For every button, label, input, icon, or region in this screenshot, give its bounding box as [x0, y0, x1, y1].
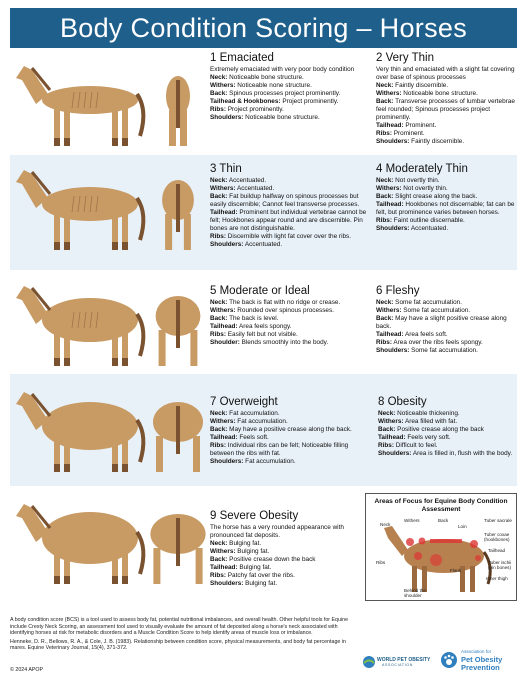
criterion-text: Prominent. — [391, 130, 425, 137]
criterion-label: Withers: — [210, 418, 236, 425]
label-tuber-ischii: Tuber ischii (pin bones) — [488, 560, 512, 570]
horse-rear-leg — [169, 110, 176, 146]
score-5 — [210, 285, 370, 347]
criterion-label: Neck: — [210, 74, 228, 81]
score-3 — [210, 163, 370, 249]
criterion — [210, 193, 370, 209]
score-6 — [376, 285, 519, 355]
criterion-label: Tailhead: — [376, 331, 404, 338]
criterion-label: Shoulders: — [210, 580, 244, 587]
criterion — [210, 556, 360, 564]
horse-hoof — [122, 242, 128, 250]
globe-icon — [362, 655, 376, 669]
score-8 — [378, 396, 519, 458]
criterion-text: Fat accumulation. — [235, 418, 288, 425]
criterion-label: Shoulders: — [376, 347, 410, 354]
criterion-label: Tailhead: — [376, 122, 404, 129]
criterion-label: Neck: — [376, 177, 394, 184]
criterion — [376, 193, 519, 201]
criterion-text: Project prominently. — [280, 98, 339, 105]
diagram-title: Areas of Focus for Equine Body Condition Assessment — [374, 498, 508, 513]
criterion-label: Ribs: — [210, 442, 226, 449]
score-9 — [210, 510, 360, 588]
horse-hoof — [112, 242, 118, 250]
wpoa-subname: ASSOCIATION — [382, 663, 413, 667]
horse-hoof — [122, 358, 128, 366]
horse-rear-leg — [153, 548, 160, 584]
criterion — [210, 564, 360, 572]
criterion-text: Fat accumulation. — [227, 410, 280, 417]
horse-hoof — [54, 358, 60, 366]
criterion — [376, 185, 519, 193]
criterion — [376, 177, 519, 185]
criterion-label: Back: — [210, 90, 228, 97]
label-loin: Loin — [458, 524, 467, 529]
criterion-text: May have a slight positive crease along back. — [376, 315, 507, 330]
score-title: 3 Thin — [210, 163, 242, 175]
criterion — [376, 299, 519, 307]
score-4 — [376, 163, 519, 233]
horse-rear-leg — [159, 330, 166, 366]
criterion — [376, 201, 519, 217]
criteria-list — [210, 74, 368, 122]
criterion — [210, 339, 370, 347]
criterion-text: Faint outline discernable. — [391, 217, 465, 224]
criterion-label: Tailhead: — [210, 209, 238, 216]
label-tuber-sacrale: Tuber sacrale — [484, 518, 512, 523]
criterion-text: Slight crease along the back. — [393, 193, 478, 200]
criterion-text: Project prominently. — [225, 106, 284, 113]
criterion — [210, 90, 368, 98]
criterion-label: Tailhead & Hookbones: — [210, 98, 281, 105]
criterion-label: Tailhead: — [378, 434, 406, 441]
criterion-label: Withers: — [210, 307, 236, 314]
horse-hoof — [64, 464, 70, 472]
criterion — [376, 217, 519, 225]
criterion-label: Tailhead: — [210, 434, 238, 441]
criterion-label: Back: — [210, 426, 228, 433]
criterion-label: Shoulders: — [210, 241, 244, 248]
horse-rear-leg — [184, 214, 191, 250]
label-ribs: Ribs — [376, 560, 386, 565]
criterion-label: Neck: — [210, 540, 228, 547]
criterion-label: Ribs: — [376, 339, 392, 346]
criterion-label: Withers: — [376, 185, 402, 192]
criterion-text: Feels very soft. — [405, 434, 451, 441]
criterion — [210, 185, 370, 193]
criterion-label: Ribs: — [378, 442, 394, 449]
score-intro: The horse has a very rounded appearance with pronounced fat deposits. — [210, 524, 344, 539]
score-1 — [210, 52, 368, 122]
criterion-text: Some fat accumulation. — [409, 347, 478, 354]
criterion — [376, 90, 519, 98]
criterion — [378, 410, 519, 418]
criterion — [376, 315, 519, 331]
criterion-label: Tailhead: — [376, 201, 404, 208]
apop-name-1: Pet Obesity — [461, 655, 503, 664]
criterion-text: Difficult to feel. — [393, 442, 438, 449]
criteria-list — [210, 540, 360, 588]
score-title: 9 Severe Obesity — [210, 510, 299, 522]
criterion-text: The back is level. — [227, 315, 279, 322]
criterion — [210, 177, 370, 185]
criterion-label: Shoulders: — [376, 225, 410, 232]
criterion-text: Hookbones not discernable; fat can be felt, but prominence varies between horses. — [376, 201, 515, 216]
criteria-list — [376, 177, 519, 233]
criterion — [376, 130, 519, 138]
criterion-label: Ribs: — [210, 331, 226, 338]
criterion-label: Shoulders: — [376, 138, 410, 145]
paw-icon — [440, 651, 458, 669]
horse-rear-leg — [193, 436, 200, 472]
criterion-text: Feels soft. — [237, 434, 269, 441]
criterion-text: Bulging fat. — [243, 580, 278, 587]
criterion-text: Positive crease down the back — [227, 556, 316, 563]
criterion — [210, 114, 368, 122]
criterion — [210, 426, 370, 434]
horse-hoof — [54, 464, 60, 472]
apop-name-2: Prevention — [461, 663, 500, 672]
criterion-text: Transverse processes of lumbar vertebrae feel rounded; Spinous processes project prominently. — [376, 98, 515, 121]
criterion — [378, 442, 519, 450]
criterion — [210, 315, 370, 323]
criterion-text: Fat buildup halfway on spinous processes but easily discernible; Cannot feel transverse processes. — [210, 193, 360, 208]
criterion-label: Back: — [378, 426, 396, 433]
horse-hoof — [112, 576, 118, 584]
criterion-label: Shoulders: — [378, 450, 412, 457]
horse-hoof — [54, 576, 60, 584]
criterion-label: Ribs: — [376, 217, 392, 224]
score-title: 8 Obesity — [378, 396, 427, 408]
criterion-text: Area feels soft. — [403, 331, 448, 338]
apop-logo — [440, 647, 522, 673]
horse-hoof — [64, 576, 70, 584]
label-inner-thigh: Inner thigh — [486, 576, 508, 581]
label-back: Back — [438, 518, 449, 523]
criterion-text: Fat accumulation. — [243, 458, 296, 465]
horse-rear-leg — [180, 110, 187, 146]
criteria-list — [210, 177, 370, 249]
criterion-text: Accentuated. — [235, 185, 275, 192]
criterion-text: Faintly discernible. — [409, 138, 465, 145]
criterion — [210, 209, 370, 233]
criteria-list — [378, 410, 519, 458]
label-tuber-coxae: Tuber coxae (hookbones) — [484, 532, 510, 542]
criterion — [376, 122, 519, 130]
criterion — [376, 307, 519, 315]
criterion-label: Withers: — [210, 82, 236, 89]
wpoa-logo — [362, 652, 432, 672]
criterion-text: Faintly discernible. — [393, 82, 449, 89]
criterion — [210, 434, 370, 442]
score-intro: Very thin and emaciated with a slight fat covering over base of spinous processes — [376, 66, 515, 81]
copyright: © 2024 APOP — [10, 667, 44, 673]
criterion — [210, 299, 370, 307]
criterion — [210, 323, 370, 331]
score-title: 5 Moderate or Ideal — [210, 285, 310, 297]
score-2 — [376, 52, 519, 146]
criterion-text: Area feels spongy. — [237, 323, 292, 330]
criterion-label: Neck: — [376, 82, 394, 89]
criterion — [210, 442, 370, 458]
criterion — [210, 98, 368, 106]
criterion — [378, 426, 519, 434]
score-7 — [210, 396, 370, 466]
apop-tagline: Association for — [461, 649, 492, 654]
criterion-label: Back: — [376, 98, 394, 105]
criterion — [210, 410, 370, 418]
criterion-label: Neck: — [378, 410, 396, 417]
criterion-text: Not overtly thin. — [393, 177, 440, 184]
criterion-text: Noticeable bone structure. — [401, 90, 478, 97]
criterion — [210, 307, 370, 315]
criterion-text: Some fat accumulation. — [401, 307, 471, 314]
criterion-text: Bulging fat. — [227, 540, 262, 547]
criterion — [376, 225, 519, 233]
label-flank: Flank — [450, 568, 462, 573]
criterion — [376, 347, 519, 355]
criterion — [378, 450, 519, 458]
criterion — [210, 82, 368, 90]
score-intro: Extremely emaciated with very poor body condition — [210, 66, 355, 73]
label-withers: Withers — [404, 518, 420, 523]
horse-hoof — [122, 576, 128, 584]
horse-rear-leg — [165, 214, 172, 250]
score-title: 2 Very Thin — [376, 52, 434, 64]
horse-hoof — [64, 242, 70, 250]
criterion-label: Back: — [376, 193, 394, 200]
criterion-label: Back: — [376, 315, 394, 322]
criterion-label: Back: — [210, 556, 228, 563]
criterion — [210, 241, 370, 249]
criterion-label: Neck: — [210, 299, 228, 306]
criterion — [210, 540, 360, 548]
criterion-text: Noticeable bone structure. — [227, 74, 304, 81]
horse-hoof — [54, 242, 60, 250]
criterion-label: Ribs: — [210, 233, 226, 240]
horse-hoof — [112, 138, 118, 146]
footer-description: A body condition score (BCS) is a tool used to assess body fat, potential nutritional imbalances, and overall health. Other helpful tools for Equine include Cresty Neck Scoring, an assessment tool used to visually evaluate the amount of fat deposited along a horse's neck associated with identifying horses at risk for metabolic disorders and a Muscle Condition Score to help identify areas of muscle loss or imbalance. — [10, 617, 349, 637]
score-title: 1 Emaciated — [210, 52, 274, 64]
criterion-label: Back: — [210, 315, 228, 322]
criterion-text: Easily felt but not visible. — [225, 331, 298, 338]
criterion — [376, 331, 519, 339]
criterion — [210, 74, 368, 82]
criterion-text: Blends smoothly into the body. — [239, 339, 329, 346]
criterion — [210, 580, 360, 588]
criterion-text: The back is flat with no ridge or crease. — [227, 299, 341, 306]
criterion-text: Rounded over spinous processes. — [235, 307, 334, 314]
criterion-text: Area is filled in, flush with the body. — [411, 450, 513, 457]
criterion-text: Noticeable thickening. — [395, 410, 460, 417]
criterion-text: Accentuated. — [243, 241, 283, 248]
criterion — [210, 548, 360, 556]
wpoa-name: WORLD PET OBESITY — [377, 657, 431, 663]
horse-hoof — [54, 138, 60, 146]
criterion-label: Shoulders: — [210, 458, 244, 465]
criteria-list — [376, 299, 519, 355]
criterion-text: Bulging fat. — [235, 548, 270, 555]
criterion-text: Area over the ribs feels spongy. — [391, 339, 483, 346]
criterion-text: Prominent but individual vertebrae cannot be felt; Hookbones appear round and are discernible. Pin bones are not distinguishable. — [210, 209, 367, 232]
criterion-text: Not overtly thin. — [401, 185, 448, 192]
label-neck: Neck — [380, 522, 391, 527]
criterion — [376, 339, 519, 347]
criterion — [210, 331, 370, 339]
criterion-label: Neck: — [210, 177, 228, 184]
criterion-label: Withers: — [378, 418, 404, 425]
horse-rear-leg — [196, 548, 203, 584]
criterion-label: Back: — [210, 193, 228, 200]
criterion-text: Accentuated. — [409, 225, 449, 232]
criterion-label: Neck: — [376, 299, 394, 306]
criterion-text: Prominent. — [403, 122, 437, 129]
label-behind-shoulder: Behind the shoulder — [404, 588, 426, 598]
footer-notes — [10, 617, 355, 654]
criterion-label: Neck: — [210, 410, 228, 417]
criteria-list — [210, 299, 370, 347]
score-title: 6 Fleshy — [376, 285, 420, 297]
criterion-label: Tailhead: — [210, 564, 238, 571]
criterion-text: Area filled with fat. — [403, 418, 458, 425]
criterion-text: Noticeable bone structure. — [243, 114, 320, 121]
criterion-label: Shoulder: — [210, 339, 240, 346]
criterion-label: Ribs: — [376, 130, 392, 137]
score-title: 4 Moderately Thin — [376, 163, 468, 175]
criterion-label: Withers: — [376, 307, 402, 314]
criterion — [210, 233, 370, 241]
criterion-label: Withers: — [210, 185, 236, 192]
criterion-text: Patchy fat over the ribs. — [225, 572, 295, 579]
footer-citation: Henneke, D. R., Bellows, R. A., & Cole, J. B. (1983). Relationship between condition score, physical measurements, and body fat percentage in mares. Equine Veterinary Journal, 15(4), 371-372. — [10, 638, 346, 652]
criterion — [210, 418, 370, 426]
page-title: Body Condition Scoring – Horses — [10, 8, 517, 48]
horse-hoof — [122, 138, 128, 146]
criterion — [376, 82, 519, 90]
criterion-label: Ribs: — [210, 106, 226, 113]
criterion — [210, 458, 370, 466]
label-tailhead: Tailhead — [488, 548, 506, 553]
horse-hoof — [112, 464, 118, 472]
horse-hoof — [122, 464, 128, 472]
criterion — [378, 418, 519, 426]
criterion-label: Withers: — [376, 90, 402, 97]
criterion-text: Individual ribs can be felt; Noticeable filling between the ribs with fat. — [210, 442, 349, 457]
criterion-label: Withers: — [210, 548, 236, 555]
horse-rear-leg — [190, 330, 197, 366]
horse-hoof — [112, 358, 118, 366]
criteria-list — [376, 82, 519, 146]
criterion — [210, 572, 360, 580]
criterion-label: Shoulders: — [210, 114, 244, 121]
criterion-text: Some fat accumulation. — [393, 299, 462, 306]
criterion-label: Ribs: — [210, 572, 226, 579]
horse-hoof — [64, 138, 70, 146]
criterion-text: Noticeable none structure. — [235, 82, 312, 89]
criterion — [376, 138, 519, 146]
criteria-list — [210, 410, 370, 466]
criterion — [378, 434, 519, 442]
criterion — [210, 106, 368, 114]
criterion-text: Discernible with light fat cover over the ribs. — [225, 233, 352, 240]
criterion-text: Positive crease along the back — [395, 426, 484, 433]
criterion — [376, 98, 519, 122]
criterion-text: May have a positive crease along the back. — [227, 426, 352, 433]
criterion-text: Accentuated. — [227, 177, 267, 184]
criterion-text: Bulging fat. — [237, 564, 272, 571]
areas-of-focus-diagram — [365, 493, 517, 601]
score-title: 7 Overweight — [210, 396, 278, 408]
horse-rear-leg — [156, 436, 163, 472]
criterion-label: Tailhead: — [210, 323, 238, 330]
criterion-text: Spinous processes project prominently. — [227, 90, 341, 97]
horse-hoof — [64, 358, 70, 366]
